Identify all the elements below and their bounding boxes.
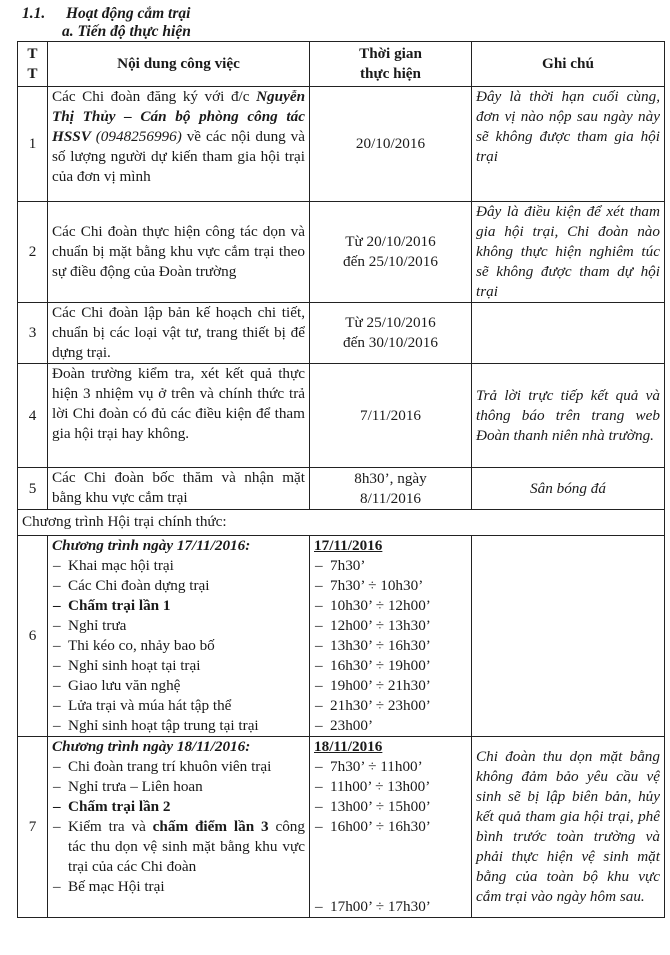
row-content: Các Chi đoàn thực hiện công tác dọn và chuẩn bị mặt bằng khu vực cắm trại theo sự điều động của Đoàn trường (48, 202, 310, 303)
list-item: – Nghỉ sinh hoạt tập trung tại trại (52, 716, 305, 736)
header-time: Thời gian thực hiện (310, 42, 472, 87)
row-time: 8h30’, ngày 8/11/2016 (310, 468, 472, 510)
header-tt: T T (18, 42, 48, 87)
day7-program (48, 737, 310, 918)
table-row (18, 87, 665, 202)
day6-title: Chương trình ngày 17/11/2016: (52, 537, 251, 554)
section-number: 1.1. (22, 5, 46, 22)
day6-date: 17/11/2016 (314, 537, 383, 554)
list-item: – Nghỉ sinh hoạt tại trại (52, 656, 305, 676)
day7-date: 18/11/2016 (314, 738, 383, 755)
day6-note (472, 536, 665, 737)
row-content: Các Chi đoàn bốc thăm và nhận mặt bằng khu vực cắm trại (48, 468, 310, 510)
list-item: – Chi đoàn trang trí khuôn viên trại (52, 757, 305, 777)
day7-title: Chương trình ngày 18/11/2016: (52, 738, 251, 755)
table-row (18, 737, 665, 918)
list-item: – Giao lưu văn nghệ (52, 676, 305, 696)
section-title: Hoạt động cắm trại (66, 5, 191, 22)
list-item: – Khai mạc hội trại (52, 556, 305, 576)
day7-times (310, 737, 472, 918)
time-item: – 13h00’ ÷ 15h00’ (314, 797, 467, 817)
row-note: Đây là điều kiện để xét tham gia hội trại, Chi đoàn nào không thực hiện nghiêm túc sẽ không được tham dự hội trại (472, 202, 665, 303)
list-item: – Thi kéo co, nhảy bao bố (52, 636, 305, 656)
time-item: – 19h00’ ÷ 21h30’ (314, 676, 467, 696)
row-number: 7 (18, 737, 48, 918)
contact-person: Nguyễn Thị Thủy – Cán bộ phòng công tác HSSV (52, 88, 306, 145)
list-item: – Nghỉ trưa – Liên hoan (52, 777, 305, 797)
time-item: – 7h30’ ÷ 11h00’ (314, 757, 467, 777)
day7-note: Chi đoàn thu dọn mặt bằng không đảm bảo yêu cầu vệ sinh sẽ bị lập biên bản, hủy kết quả tham gia hội trại, phê bình trước toàn trường và phải thực hiện vệ sinh mặt bằng của toàn bộ khu vực cắm trại vào ngày hôm sau. (472, 737, 665, 918)
section-heading (22, 4, 190, 24)
row-note: Sân bóng đá (472, 468, 665, 510)
program-section-title: Chương trình Hội trại chính thức: (18, 510, 665, 536)
time-item: – 13h30’ ÷ 16h30’ (314, 636, 467, 656)
row-number: 6 (18, 536, 48, 737)
row-number: 1 (18, 87, 48, 202)
day6-program (48, 536, 310, 737)
row-time: Từ 20/10/2016 đến 25/10/2016 (310, 202, 472, 303)
table-row (18, 202, 665, 303)
subsection-heading: a. Tiến độ thực hiện (62, 23, 191, 40)
table-row (18, 468, 665, 510)
row-note (472, 303, 665, 364)
list-item: – Kiểm tra và chấm điểm lần 3 công tác thu dọn vệ sinh mặt bằng khu vực trại của các Chi đoàn (52, 817, 305, 877)
row-content: Các Chi đoàn lập bản kế hoạch chi tiết, chuẩn bị các loại vật tư, trang thiết bị để dựng trại. (48, 303, 310, 364)
row-time: Từ 25/10/2016 đến 30/10/2016 (310, 303, 472, 364)
row-number: 4 (18, 364, 48, 468)
list-item: – Các Chi đoàn dựng trại (52, 576, 305, 596)
time-item: – 11h00’ ÷ 13h00’ (314, 777, 467, 797)
schedule-table (17, 41, 665, 918)
list-item: – Lửa trại và múa hát tập thể (52, 696, 305, 716)
program-section-row (18, 510, 665, 536)
row-time: 7/11/2016 (310, 364, 472, 468)
header-note: Ghi chú (472, 42, 665, 87)
row-content: Các Chi đoàn đăng ký với đ/c Nguyễn Thị Thủy – Cán bộ phòng công tác HSSV (0948256996) về các nội dung và số lượng người dự kiến tham gia hội trại của đơn vị mình (48, 87, 310, 202)
list-item: – Chấm trại lần 2 (52, 797, 305, 817)
row-content: Đoàn trường kiểm tra, xét kết quả thực hiện 3 nhiệm vụ ở trên và chính thức trả lời Chi đoàn có đủ các điều kiện để tham gia hội trại hay không. (48, 364, 310, 468)
time-item: – 16h30’ ÷ 19h00’ (314, 656, 467, 676)
table-header-row (18, 42, 665, 87)
time-item: – 7h30’ (314, 556, 467, 576)
table-row (18, 303, 665, 364)
row-number: 5 (18, 468, 48, 510)
time-item: – 12h00’ ÷ 13h30’ (314, 616, 467, 636)
time-item: – 23h00’ (314, 716, 467, 736)
time-item: – 17h00’ ÷ 17h30’ (314, 897, 467, 917)
list-item: – Chấm trại lần 1 (52, 596, 305, 616)
row-note: Đây là thời hạn cuối cùng, đơn vị nào nộp sau ngày này sẽ không được tham gia hội trại (472, 87, 665, 202)
list-item: – Nghỉ trưa (52, 616, 305, 636)
day6-times (310, 536, 472, 737)
header-content: Nội dung công việc (48, 42, 310, 87)
list-item: – Bế mạc Hội trại (52, 877, 305, 897)
table-row (18, 536, 665, 737)
table-row (18, 364, 665, 468)
time-item: – 7h30’ ÷ 10h30’ (314, 576, 467, 596)
row-time: 20/10/2016 (310, 87, 472, 202)
row-note: Trả lời trực tiếp kết quả và thông báo trên trang web Đoàn thanh niên nhà trường. (472, 364, 665, 468)
time-item: – 21h30’ ÷ 23h00’ (314, 696, 467, 716)
row-number: 2 (18, 202, 48, 303)
contact-phone: (0948256996) (90, 128, 182, 145)
row-number: 3 (18, 303, 48, 364)
time-item: – 16h00’ ÷ 16h30’ (314, 817, 467, 897)
time-item: – 10h30’ ÷ 12h00’ (314, 596, 467, 616)
